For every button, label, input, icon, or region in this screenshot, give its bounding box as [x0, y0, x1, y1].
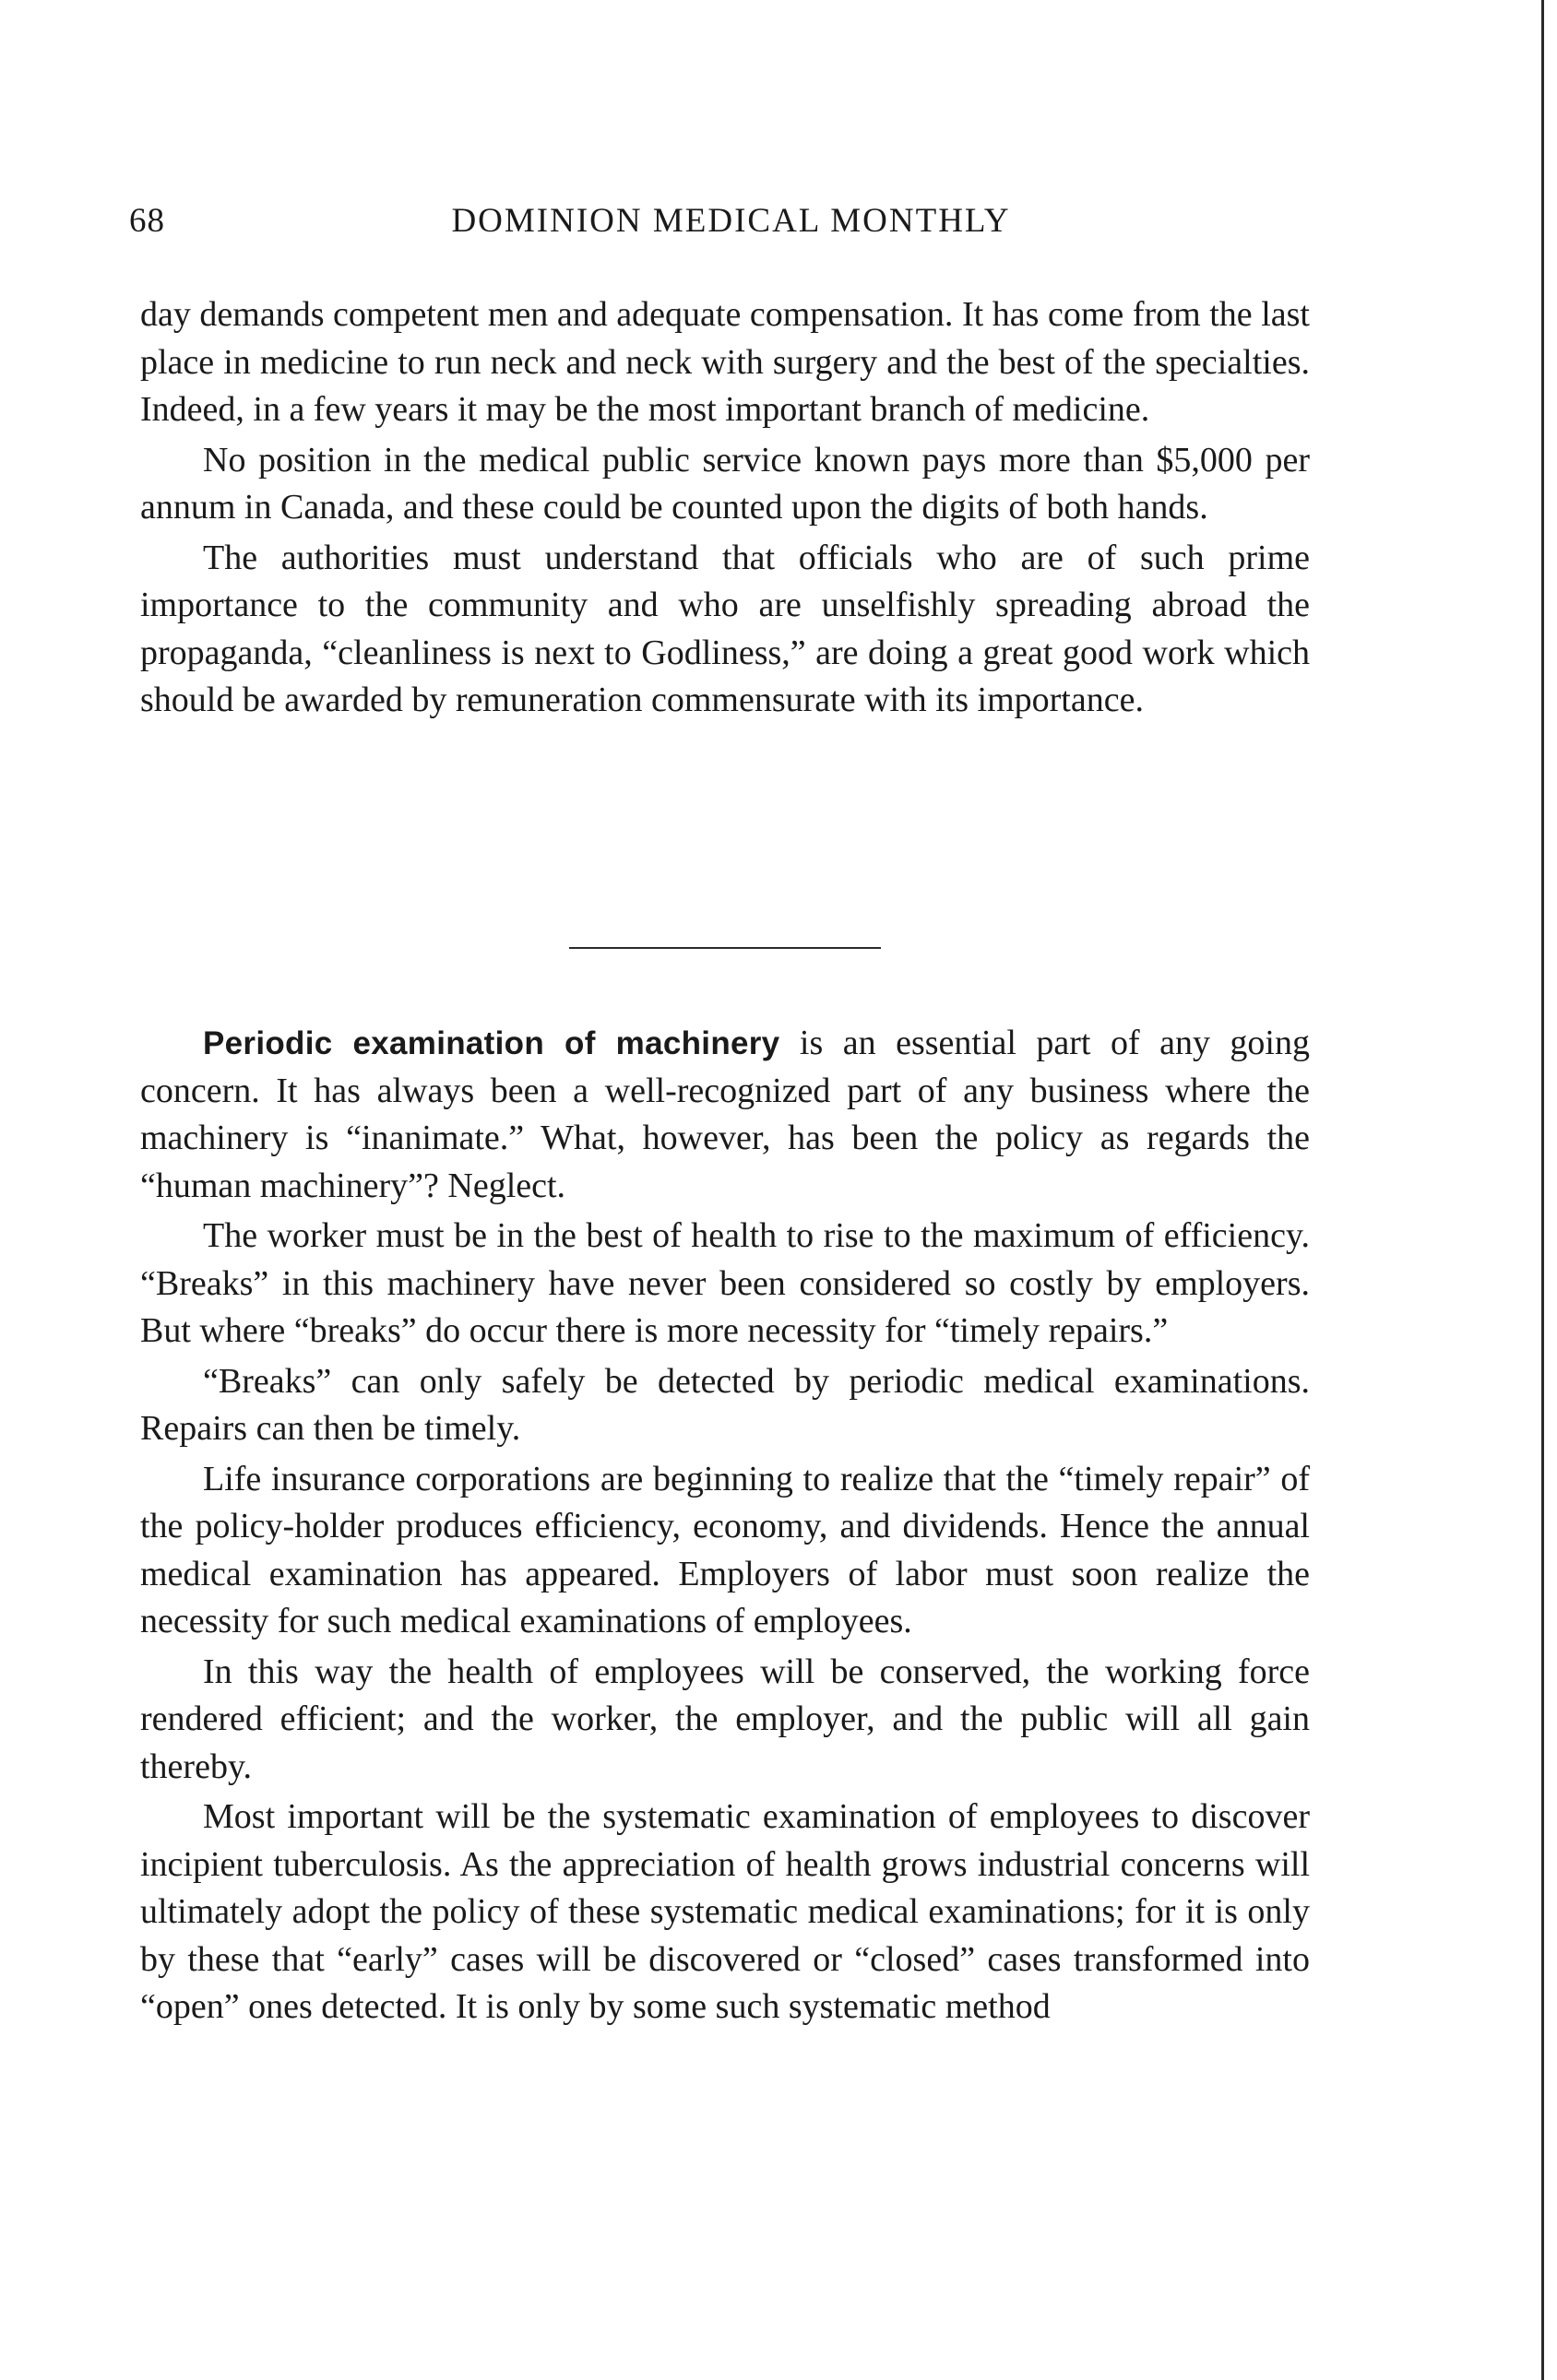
paragraph: Most important will be the systematic examination of employees to discover incipient tuberculosis. As the appreciation of health grows industrial concerns will ultimately adopt the policy of these systematic medical examinations; for it is only by these that “early” cases will be discovered or “closed” cases transformed into “open” ones detected. It is only by some such systematic method	[140, 1797, 1310, 2026]
lead-paragraph-text: is an essential part of any going concern. It has always been a well-recognized part of any business where the machinery is “inanimate.” What, however, has been the policy as regards the “human machinery”? Neglect.	[140, 1024, 1310, 1205]
paragraph: In this way the health of employees will be conserved, the working force rendered efficient; and the worker, the employer, and the public will all gain thereby.	[140, 1652, 1310, 1786]
paragraph: No position in the medical public service known pays more than $5,000 per annum in Canada, and these could be counted upon the digits of both hands.	[140, 440, 1310, 527]
page-number: 68	[129, 202, 165, 240]
article-periodic-examination	[140, 1020, 1310, 2034]
paragraph: The authorities must understand that officials who are of such prime importance to the community and who are unselfishly spreading abroad the propaganda, “cleanliness is next to Godliness,” are doing a great good work which should be awarded by remuneration commensurate with its importance.	[140, 538, 1310, 719]
article-continuation	[140, 291, 1310, 728]
running-title: DOMINION MEDICAL MONTHLY	[451, 202, 1011, 240]
lead-paragraph	[140, 1020, 1310, 1210]
page-header	[129, 201, 1333, 247]
paragraph: Life insurance corporations are beginning to realize that the “timely repair” of the policy-holder produces efficiency, economy, and dividends. Hence the annual medical examination has appeared. Employers of labor must soon realize the necessity for such medical examinations of employees.	[140, 1459, 1310, 1640]
paragraph: day demands competent men and adequate compensation. It has come from the last place in medicine to run neck and neck with surgery and the best of the specialties. Indeed, in a few years it may be the most important branch of medicine.	[140, 295, 1310, 429]
lead-in-heading: Periodic examination of machinery	[203, 1025, 780, 1061]
paragraph: The worker must be in the best of health to rise to the maximum of efficiency. “Breaks” in this machinery have never been considered so costly by employers. But where “breaks” do occur there is more necessity for “timely repairs.”	[140, 1216, 1310, 1350]
section-separator	[569, 947, 881, 949]
page-edge-line	[1541, 0, 1544, 2380]
paragraph: “Breaks” can only safely be detected by periodic medical examinations. Repairs can then be timely.	[140, 1361, 1310, 1448]
